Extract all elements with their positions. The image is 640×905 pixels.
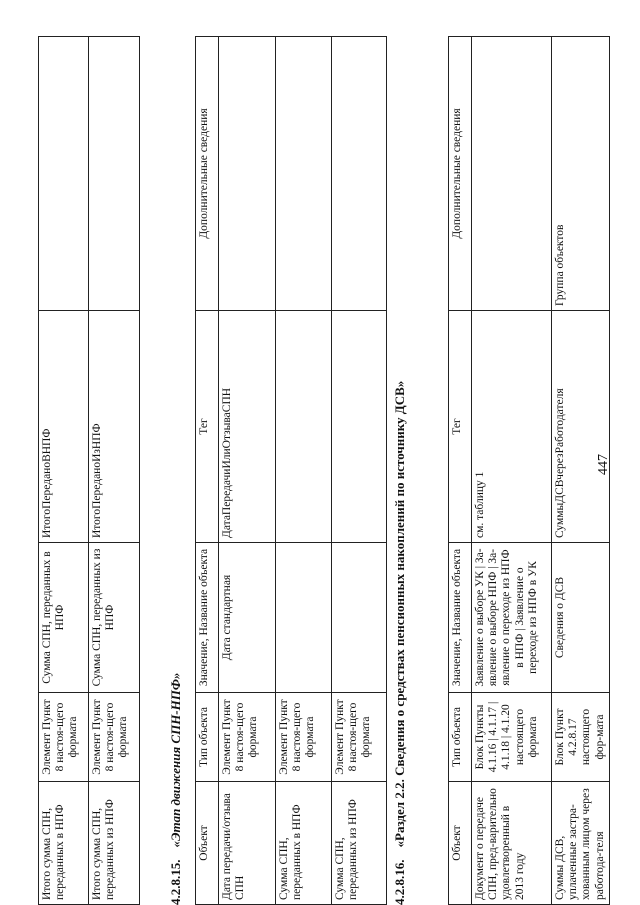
cell-type: Элемент Пункт 8 настоя-щего формата [219,693,276,782]
cell-object: Итого сумма СПН, переданных в НПФ [39,782,89,905]
cell-value [276,543,332,693]
cell-extra [472,37,552,311]
cell-tag: см. таблицу 1 [472,311,552,543]
cell-object: Суммы ДСВ, уплаченные застра-хованным лицом через работода-теля [552,782,610,905]
header-tag: Тег [449,311,472,543]
cell-value: Заявление о выборе УК | За-явление о выборе НПФ | За-явление о переходе из НПФ в НПФ | Заявление о переходе из НПФ в УК [472,543,552,693]
header-extra: Дополнительные сведения [196,37,219,311]
cell-type: Элемент Пункт 8 настоя-щего формата [89,693,140,782]
cell-object: Документ о передаче СПН, пред-варительно удовлетворенный в 2013 году [472,782,552,905]
header-object: Объект [449,782,472,905]
table-header-row [196,37,219,905]
table-row [472,37,552,905]
cell-type: Блок Пункт 4.2.8.17 настоящего фор-мата [552,693,610,782]
section-title: «Этап движения СПН-НПФ» [168,672,183,848]
section-heading-4-2-8-15 [168,673,184,905]
cell-type: Элемент Пункт 8 настоя-щего формата [39,693,89,782]
header-value: Значение, Название объекта [449,543,472,693]
cell-type: Блок Пункты 4.1.16 | 4.1.17 | 4.1.18 | 4.1.20 настоящего формата [472,693,552,782]
cell-extra [332,37,387,311]
header-type: Тип объекта [196,693,219,782]
header-value: Значение, Название объекта [196,543,219,693]
cell-object: Сумма СПН, переданных из НПФ [332,782,387,905]
cell-type: Элемент Пункт 8 настоя-щего формата [332,693,387,782]
table-row [219,37,276,905]
cell-tag [332,311,387,543]
header-tag: Тег [196,311,219,543]
cell-extra [39,37,89,311]
table-spn-npf-stage [195,36,387,905]
cell-tag: ИтогоПереданоВНПФ [39,311,89,543]
cell-extra [89,37,140,311]
cell-value [332,543,387,693]
section-number: 4.2.8.16. [392,859,407,905]
cell-object: Итого сумма СПН, переданных из НПФ [89,782,140,905]
cell-tag: ИтогоПереданоИзНПФ [89,311,140,543]
table-row [552,37,610,905]
cell-extra [219,37,276,311]
section-heading-4-2-8-16 [392,381,408,905]
header-extra: Дополнительные сведения [449,37,472,311]
header-type: Тип объекта [449,693,472,782]
cell-value: Сумма СПН, переданных в НПФ [39,543,89,693]
cell-object: Дата передачи/отзыва СПН [219,782,276,905]
header-object: Объект [196,782,219,905]
section-title: «Раздел 2.2. Сведения о средствах пенсионных накоплений по источнику ДСВ» [392,380,407,848]
cell-value: Дата стандартная [219,543,276,693]
table-spn-totals [38,36,140,905]
cell-object: Сумма СПН, переданных в НПФ [276,782,332,905]
table-row [89,37,140,905]
cell-tag: ДатаПередачиИлиОтзываСПН [219,311,276,543]
cell-type: Элемент Пункт 8 настоя-щего формата [276,693,332,782]
cell-extra [276,37,332,311]
table-row [332,37,387,905]
cell-value: Сведения о ДСВ [552,543,610,693]
section-number: 4.2.8.15. [168,859,183,905]
table-dsv-section [448,36,610,905]
cell-tag [276,311,332,543]
table-header-row [449,37,472,905]
cell-extra: Группа объектов [552,37,610,311]
page-number: 447 [596,454,611,475]
table-row [39,37,89,905]
cell-value: Сумма СПН, переданных из НПФ [89,543,140,693]
table-row [276,37,332,905]
cell-tag: СуммыДСВчерезРаботодателя [552,311,610,543]
